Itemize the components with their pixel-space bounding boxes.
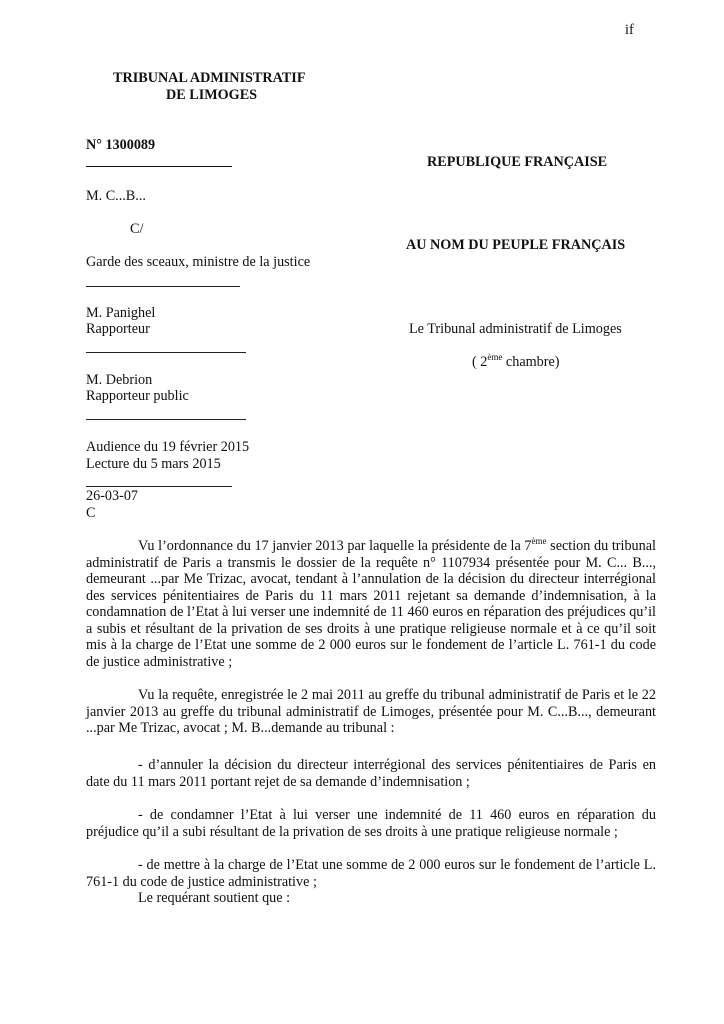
p1-sup: ème <box>531 536 547 546</box>
divider <box>86 286 240 287</box>
rapporteur-public-role: Rapporteur public <box>86 388 189 404</box>
chambre-sup: ème <box>487 352 503 362</box>
case-number: N° 1300089 <box>86 137 156 153</box>
lecture-date: Lecture du 5 mars 2015 <box>86 456 221 472</box>
p3-text: - d’annuler la décision du directeur interrégional des services pénitentiaires de Paris en date du 11 mars 2011 portant rejet de sa demande d’indemnisation ; <box>86 757 656 790</box>
rapporteur-role: Rapporteur <box>86 321 150 337</box>
p2-text: Vu la requête, enregistrée le 2 mai 2011 au greffe du tribunal administratif de Paris et le 22 janvier 2013 au greffe du tribunal administratif de Limoges, présentée pour M. C...B..., demeurant ...par Me Trizac, avocat ; M. B...demande au tribunal : <box>86 687 656 736</box>
republique-heading: REPUBLIQUE FRANÇAISE <box>427 154 608 170</box>
au-nom-heading: AU NOM DU PEUPLE FRANÇAIS <box>406 237 626 253</box>
divider <box>86 419 246 420</box>
paragraph-requete <box>86 687 656 737</box>
paragraph-ordonnance <box>86 538 656 670</box>
chambre-close: chambre) <box>502 354 560 370</box>
plaintiff: M. C...B... <box>86 188 146 204</box>
p4-text: - de condamner l’Etat à lui verser une indemnité de 11 460 euros en réparation du préjudice qu’il a subi résultant de la privation de ses droits à une pratique religieuse normale ; <box>86 807 656 840</box>
versus: C/ <box>130 221 144 237</box>
divider <box>86 352 246 353</box>
paragraph-soutient <box>86 890 656 907</box>
tribunal-name-line1: TRIBUNAL ADMINISTRATIF <box>113 70 306 86</box>
tribunal-label: Le Tribunal administratif de Limoges <box>409 321 622 337</box>
rapporteur-name: M. Panighel <box>86 305 156 321</box>
p6-text: Le requérant soutient que : <box>138 890 291 906</box>
paragraph-demand-condamner <box>86 807 656 840</box>
paragraph-demand-annuler <box>86 757 656 790</box>
p5-text: - de mettre à la charge de l’Etat une somme de 2 000 euros sur le fondement de l’article L. 761-1 du code de justice administrative ; <box>86 857 656 890</box>
divider <box>86 486 232 487</box>
publication-letter: C <box>86 505 96 521</box>
p1-text-b: section du tribunal administratif de Paris a transmis le dossier de la requête n° 1107934 présentée pour M. C... B..., demeurant ...par Me Trizac, avocat, tendant à l’annulation de la décision du directeur interrégional des services pénitentiaires de Paris du 11 mars 2011 rejetant sa demande d’indemnisation, à la condamnation de l’Etat à lui verser une indemnité de 11 460 euros en réparation des préjudices qu’il a subis et résultant de la privation de ses droits à une pratique religieuse normale et à ce qu’il soit mis à la charge de l’Etat une somme de 2 000 euros sur le fondement de l’article L. 761-1 du code de justice administrative ; <box>86 538 656 670</box>
p1-text-a: Vu l’ordonnance du 17 janvier 2013 par laquelle la présidente de la 7 <box>138 538 532 554</box>
defendant: Garde des sceaux, ministre de la justice <box>86 254 311 270</box>
tribunal-name-line2: DE LIMOGES <box>166 87 258 103</box>
paragraph-demand-frais <box>86 857 656 890</box>
page-mark: if <box>625 22 634 38</box>
rapporteur-public-name: M. Debrion <box>86 372 153 388</box>
classification-code: 26-03-07 <box>86 488 139 504</box>
chambre-label <box>472 354 560 371</box>
case-number-rule <box>86 166 232 167</box>
chambre-open: ( 2 <box>472 354 488 370</box>
audience-date: Audience du 19 février 2015 <box>86 439 250 455</box>
